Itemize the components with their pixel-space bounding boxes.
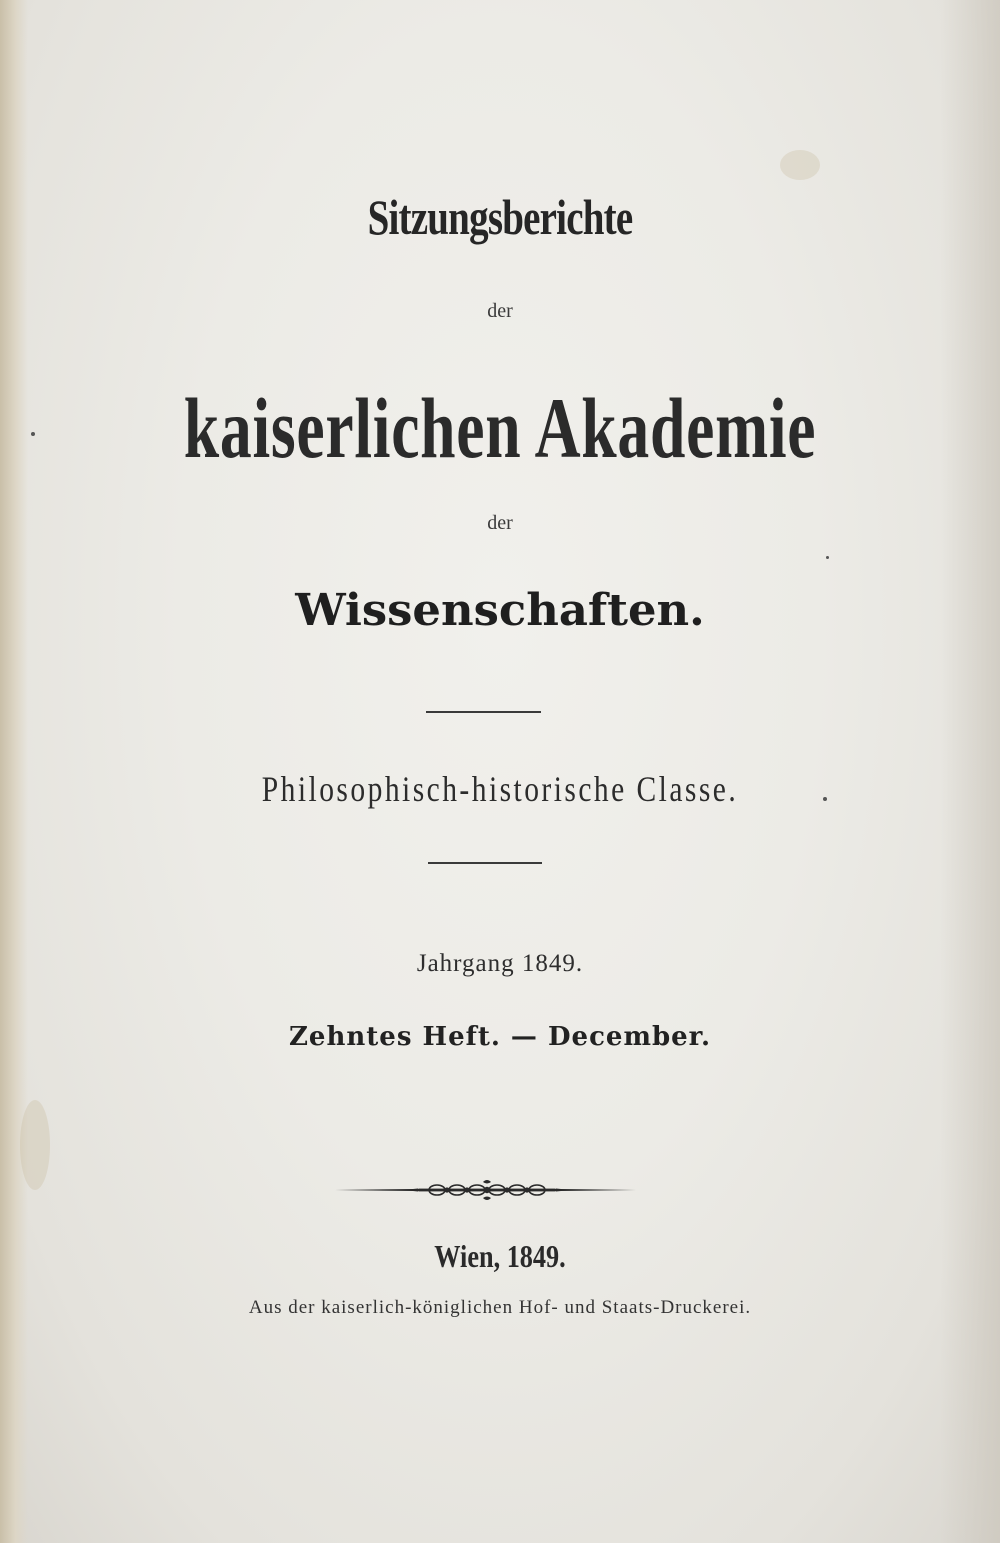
ink-speck [826, 556, 829, 559]
ink-speck [31, 432, 35, 436]
paper-stain [20, 1100, 50, 1190]
series-title: Sitzungsberichte [367, 189, 633, 245]
decorative-fleuron-rule-icon [333, 1176, 641, 1204]
volume-year: Jahrgang 1849. [416, 950, 584, 977]
connector-der: der [487, 512, 513, 534]
place-and-date: Wien, 1849. [434, 1238, 566, 1274]
issue-label: Zehntes Heft. — December. [288, 1022, 712, 1052]
divider-rule [428, 862, 542, 864]
connector-der: der [487, 300, 513, 322]
academy-title: kaiserlichen Akademie [183, 380, 817, 476]
divider-rule [426, 711, 541, 713]
printer-imprint: Aus der kaiserlich-königlichen Hof- und Staats-Druckerei. [248, 1297, 752, 1318]
paper-stain [780, 150, 820, 180]
wissenschaften-title: Wissenschaften. [295, 585, 705, 636]
class-subtitle: Philosophisch-historische Classe. [261, 769, 739, 809]
